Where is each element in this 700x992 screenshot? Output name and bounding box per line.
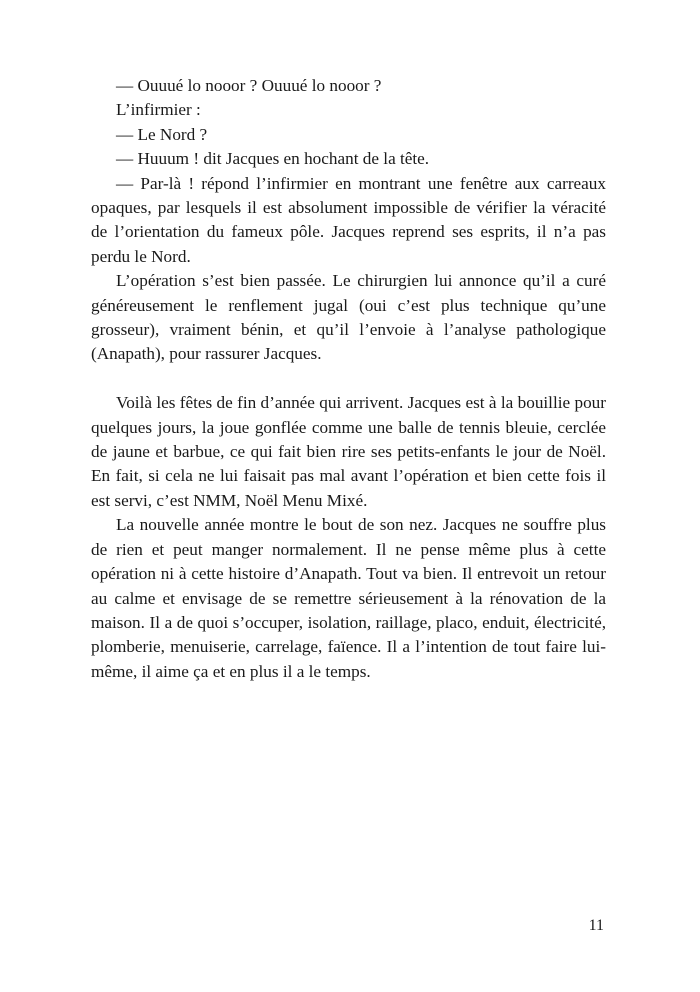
section-break (91, 367, 606, 391)
paragraph-dialogue-5: — Par-là ! répond l’infirmier en montrant une fenêtre aux carreaux opaques, par lesquels il est absolument impossible de vérifier la véracité de l’orientation du fameux pôle. Jacques reprend ses esprits, il n’a pas perdu le Nord. (91, 173, 606, 266)
paragraph-dialogue-1: — Ouuué lo nooor ? Ouuué lo nooor ? (116, 76, 382, 95)
paragraph-dialogue-2: L’infirmier : (116, 100, 201, 120)
body-text (91, 74, 606, 684)
paragraph-holidays: Voilà les fêtes de fin d’année qui arrivent. Jacques est à la bouillie pour quelques jours, la joue gonflée comme une balle de tennis bleuie, cerclée de jaune et barbue, ce qui fait bien rire ses petits-enfants le jour de Noël. En fait, si cela ne lui faisait pas mal avant l’opération et bien cette fois il est servi, c’est NMM, Noël Menu Mixé. (91, 393, 606, 510)
page-number: 11 (588, 917, 604, 934)
paragraph-new-year: La nouvelle année montre le bout de son nez. Jacques ne souffre plus de rien et peut manger normalement. Il ne pense même plus à cette opération ni à cette histoire d’Anapath. Tout va bien. Il entrevoit un retour au calme et envisage de se remettre sérieusement à la rénovation de la maison. Il a de quoi s’occuper, isolation, raillage, placo, enduit, électricité, plomberie, menuiserie, carrelage, faïence. Il a l’intention de tout faire lui-même, il aime ça et en plus il a le temps. (91, 515, 606, 681)
paragraph-operation: L’opération s’est bien passée. Le chirurgien lui annonce qu’il a curé généreusement le renflement jugal (oui c’est plus technique qu’une grosseur), vraiment bénin, et qu’il l’envoie à l’analyse pathologique (Anapath), pour rassurer Jacques. (91, 271, 606, 364)
paragraph-dialogue-4: — Huuum ! dit Jacques en hochant de la tête. (116, 149, 430, 169)
paragraph-dialogue-3: — Le Nord ? (116, 124, 208, 144)
